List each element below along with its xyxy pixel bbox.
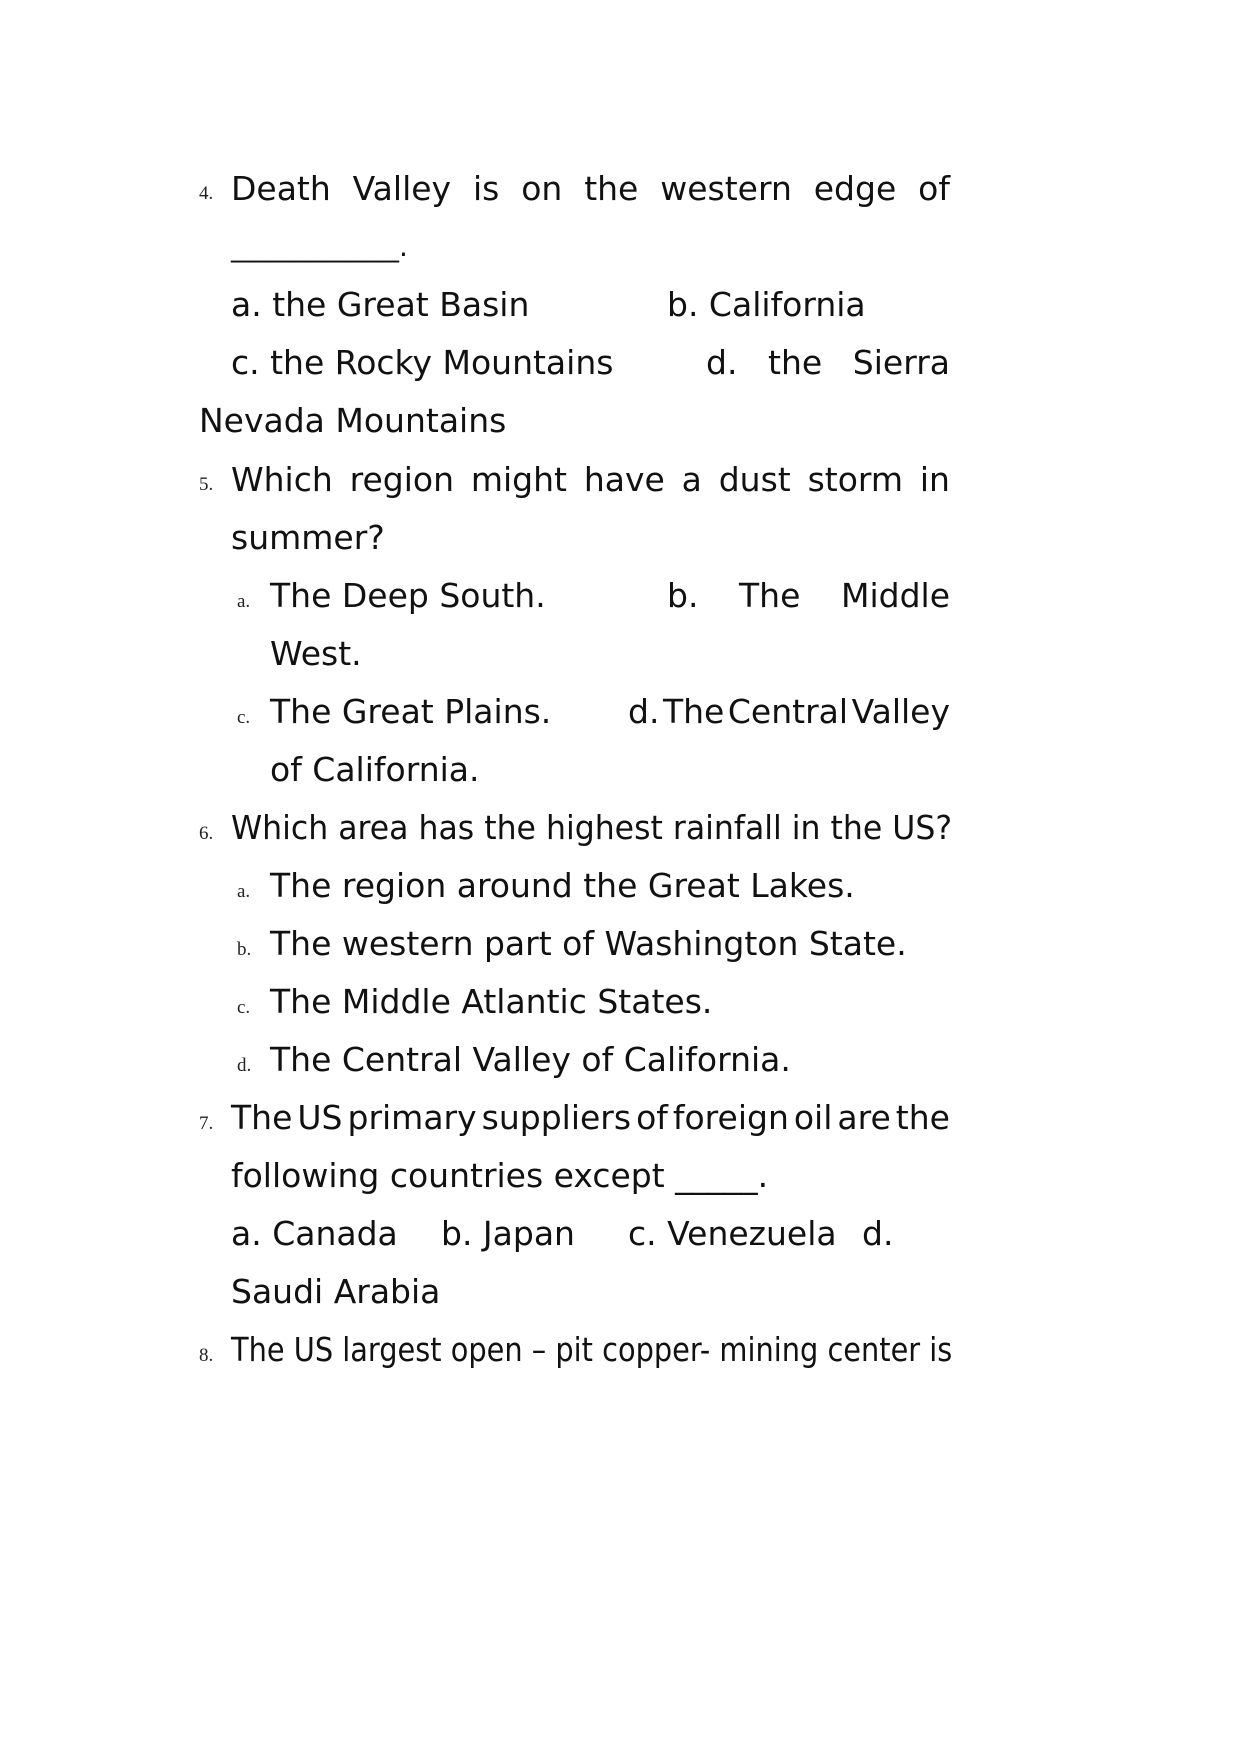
option-word: Valley — [851, 692, 950, 731]
question-number: 5. — [199, 474, 214, 495]
stem-word: on — [521, 169, 563, 208]
option-d — [706, 343, 950, 383]
stem-word: The — [231, 1098, 293, 1137]
option-word: Central — [727, 692, 849, 731]
option-word: The — [739, 576, 801, 615]
option-a: The region around the Great Lakes. — [270, 866, 855, 905]
option-word: Middle — [840, 576, 950, 615]
option-word: d. — [628, 692, 660, 731]
stem-word: is — [472, 169, 500, 208]
option-a: a. the Great Basin — [231, 285, 530, 324]
stem-word: suppliers — [481, 1098, 632, 1137]
option-word: the — [768, 343, 823, 382]
option-word: b. — [667, 576, 699, 615]
stem-word: might — [470, 460, 567, 499]
option-d: d. — [862, 1214, 894, 1253]
option-c: The Great Plains. — [270, 692, 552, 731]
stem-word: western — [660, 169, 792, 208]
option-c: The Middle Atlantic States. — [270, 982, 713, 1021]
option-word: Sierra — [852, 343, 950, 382]
stem-word: oil — [793, 1098, 833, 1137]
stem-word: Death — [231, 169, 331, 208]
question-stem — [231, 460, 950, 500]
question-number: 4. — [199, 183, 214, 204]
option-c: c. Venezuela — [628, 1214, 837, 1253]
option-a: a. Canada — [231, 1214, 398, 1253]
answer-blank: ____________. — [231, 230, 408, 263]
question-number: 7. — [199, 1113, 214, 1134]
option-c: c. the Rocky Mountains — [231, 343, 614, 382]
option-word: The — [662, 692, 725, 731]
stem-word: edge — [813, 169, 897, 208]
option-d-continued: Saudi Arabia — [231, 1272, 441, 1311]
stem-word: the — [895, 1098, 950, 1137]
question-number: 8. — [199, 1345, 214, 1366]
option-marker: a. — [237, 881, 251, 902]
stem-word: a — [681, 460, 702, 499]
option-marker: d. — [237, 1055, 252, 1076]
question-stem-continued: summer? — [231, 518, 385, 557]
option-b-continued: West. — [270, 634, 362, 673]
question-stem — [231, 169, 950, 209]
option-marker: c. — [237, 707, 251, 728]
option-d-continued: Nevada Mountains — [199, 401, 507, 440]
stem-word: foreign — [672, 1098, 789, 1137]
option-d — [628, 692, 950, 732]
option-marker: a. — [237, 591, 251, 612]
option-d-continued: of California. — [270, 750, 480, 789]
option-marker: c. — [237, 997, 251, 1018]
option-word: d. — [706, 343, 738, 382]
option-b: b. California — [667, 285, 866, 324]
stem-word: in — [919, 460, 950, 499]
question-number: 6. — [199, 823, 214, 844]
stem-word: Valley — [352, 169, 452, 208]
option-d: The Central Valley of California. — [270, 1040, 791, 1079]
stem-word: of — [636, 1098, 668, 1137]
option-b — [667, 576, 950, 616]
stem-word: are — [837, 1098, 891, 1137]
question-stem: The US largest open – pit copper- mining center is — [231, 1330, 953, 1369]
stem-word: region — [349, 460, 454, 499]
question-stem — [231, 1098, 950, 1138]
option-marker: b. — [237, 939, 252, 960]
question-stem-continued: following countries except _____. — [231, 1156, 769, 1195]
stem-word: the — [584, 169, 639, 208]
stem-word: US — [297, 1098, 343, 1137]
stem-word: storm — [807, 460, 904, 499]
stem-word: dust — [718, 460, 791, 499]
stem-word: Which — [231, 460, 333, 499]
question-stem: Which area has the highest rainfall in the US? — [231, 808, 953, 847]
option-b: b. Japan — [441, 1214, 575, 1253]
option-a: The Deep South. — [270, 576, 546, 615]
stem-word: have — [583, 460, 665, 499]
stem-word: primary — [347, 1098, 477, 1137]
option-b: The western part of Washington State. — [270, 924, 907, 963]
stem-word: of — [918, 169, 950, 208]
